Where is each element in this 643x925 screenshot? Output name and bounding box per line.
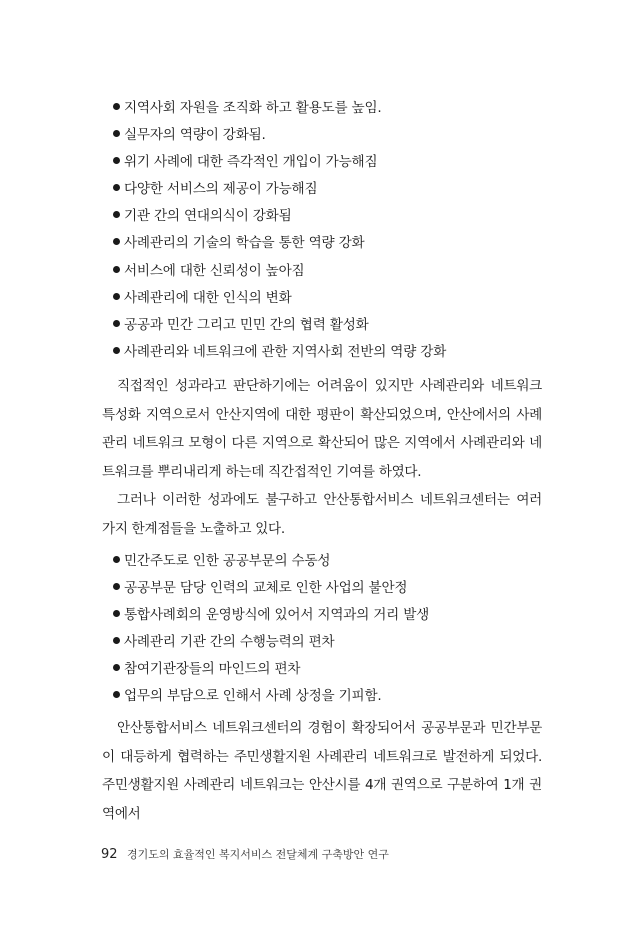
bullet-icon [113,293,120,300]
list-item: 업무의 부담으로 인해서 사례 상정을 기피함. [113,683,553,710]
bullet-icon [113,238,120,245]
list-item: 통합사례회의 운영방식에 있어서 지역과의 거리 발생 [113,602,553,629]
bullet-icon [113,320,120,327]
list-item: 사례관리에 대한 인식의 변화 [113,285,553,312]
bullet-icon [113,637,120,644]
list-item: 실무자의 역량이 강화됨. [113,122,553,149]
bullet-icon [113,610,120,617]
list-item: 서비스에 대한 신뢰성이 높아짐 [113,258,553,285]
list-item: 참여기관장들의 마인드의 편차 [113,656,553,683]
bullet-icon [113,583,120,590]
body-paragraph: 안산통합서비스 네트워크센터의 경험이 확장되어서 공공부문과 민간부문이 대등하게 협력하는 주민생활지원 사례관리 네트워크로 발전하게 되었다. 주민생활지원 사례관리 네트워크는 안산시를 4개 권역으로 구분하여 1개 권역에서 [102,720,542,822]
list-item: 위기 사례에 대한 즉각적인 개입이 가능해짐 [113,149,553,176]
bullet-icon [113,347,120,354]
list-item: 지역사회 자원을 조직화 하고 활용도를 높임. [113,95,553,122]
list-item: 공공부문 담당 인력의 교체로 인한 사업의 불안정 [113,575,553,602]
bullet-icon [113,266,120,273]
bullet-icon [113,130,120,137]
page-footer [101,846,389,862]
list-item: 다양한 서비스의 제공이 가능해짐 [113,176,553,203]
list-item: 공공과 민간 그리고 민민 간의 협력 활성화 [113,312,553,339]
bullet-icon [113,556,120,563]
bullet-icon [113,103,120,110]
running-title: 경기도의 효율적인 복지서비스 전달체계 구축방안 연구 [127,848,389,861]
list-item: 사례관리 기관 간의 수행능력의 편차 [113,629,553,656]
list-item: 기관 간의 연대의식이 강화됨 [113,203,553,230]
limitations-list [113,548,553,711]
bullet-icon [113,691,120,698]
bullet-icon [113,184,120,191]
list-item: 사례관리의 기술의 학습을 통한 역량 강화 [113,230,553,257]
bullet-icon [113,211,120,218]
list-item: 사례관리와 네트워크에 관한 지역사회 전반의 역량 강화 [113,339,553,366]
body-paragraph: 그러나 이러한 성과에도 불구하고 안산통합서비스 네트워크센터는 여러 가지 한계점들을 노출하고 있다. [102,492,542,537]
body-paragraph: 직접적인 성과라고 판단하기에는 어려움이 있지만 사례관리와 네트워크 특성화 지역으로서 안산지역에 대한 평판이 확산되었으며, 안산에서의 사례관리 네트워크 모형이 다른 지역으로 확산되어 많은 지역에서 사례관리와 네트워크를 뿌리내리게 하는데 직간접적인 기여를 하였다. [102,378,542,480]
achievements-list [113,95,553,366]
page-number: 92 [101,847,118,862]
bullet-icon [113,157,120,164]
list-item: 민간주도로 인한 공공부문의 수동성 [113,548,553,575]
bullet-icon [113,664,120,671]
